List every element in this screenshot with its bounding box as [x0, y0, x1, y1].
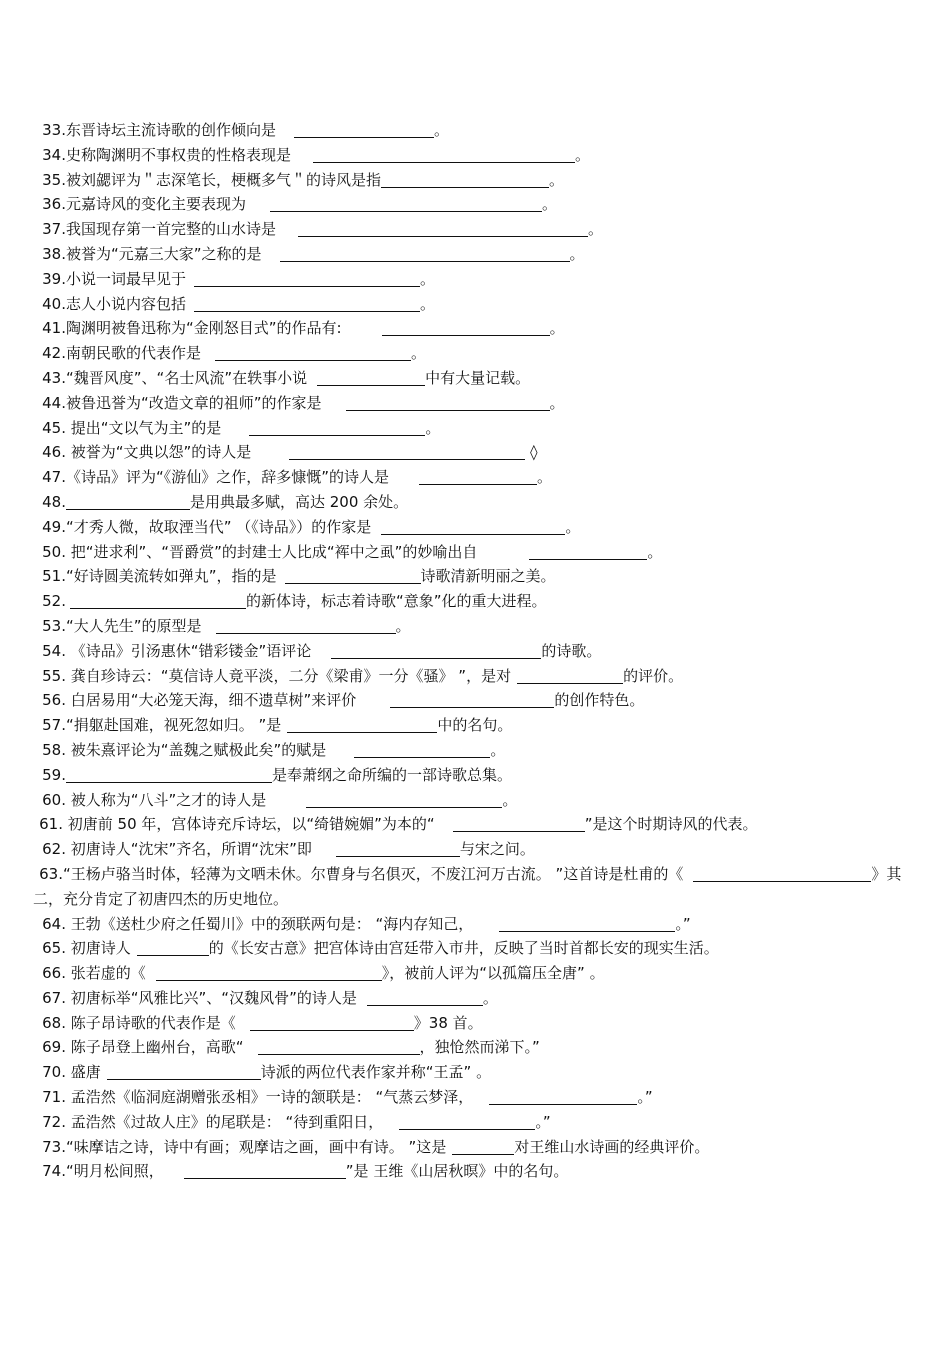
answer-blank[interactable] — [156, 964, 382, 981]
exam-question-list — [0, 118, 950, 1184]
answer-blank[interactable] — [419, 468, 537, 485]
question-text-suffix: 中有大量记载。 — [425, 368, 531, 387]
question-text: 元嘉诗风的变化主要表现为 — [66, 195, 247, 214]
question-text: 《诗品》评为“《游仙》之作，辞多慷慨”的诗人是 — [66, 468, 390, 487]
question-number: 71. — [42, 1088, 66, 1107]
answer-blank[interactable] — [452, 1138, 514, 1155]
question-item — [0, 490, 950, 515]
answer-blank[interactable] — [280, 245, 570, 262]
answer-blank[interactable] — [258, 1038, 420, 1055]
question-number: 73. — [42, 1137, 66, 1156]
question-text-suffix: 。” — [535, 1112, 551, 1131]
question-item — [0, 292, 950, 317]
question-text: 把“进求利”、“晋爵赏”的封建士人比成“裈中之虱”的妙喻出自 — [66, 542, 478, 561]
question-item — [0, 986, 950, 1011]
question-item — [0, 242, 950, 267]
question-text-suffix: 。 — [588, 220, 604, 239]
answer-blank[interactable] — [287, 716, 437, 733]
question-text: “大人先生”的原型是 — [66, 616, 202, 635]
question-item — [0, 316, 950, 341]
question-number: 70. — [42, 1063, 66, 1082]
question-number: 64. — [42, 914, 66, 933]
question-number: 44. — [42, 393, 66, 412]
question-number: 65. — [42, 939, 66, 958]
question-text-suffix: 。 — [549, 170, 565, 189]
question-text: 初唐诗人“沈宋”齐名，所谓“沈宋”即 — [66, 840, 312, 859]
question-text: 我国现存第一首完整的山水诗是 — [66, 220, 277, 239]
question-item — [0, 961, 950, 986]
question-number: 34. — [42, 145, 66, 164]
question-text-suffix: 的新体诗，标志着诗歌“意象”化的重大进程。 — [246, 592, 547, 611]
question-number: 66. — [42, 964, 66, 983]
answer-blank[interactable] — [381, 518, 565, 535]
question-text-suffix: ”是这个时期诗风的代表。 — [584, 815, 758, 834]
answer-blank[interactable] — [298, 220, 588, 237]
question-number: 43. — [42, 368, 66, 387]
question-text-suffix: 是奉萧纲之命所编的一部诗歌总集。 — [272, 765, 513, 784]
question-text: 陶渊明被鲁迅称为“金刚怒目式”的作品有: — [66, 319, 342, 338]
question-number: 51. — [42, 567, 66, 586]
question-text: 陈子昂登上幽州台，高歌“ — [66, 1038, 244, 1057]
question-number: 41. — [42, 319, 66, 338]
question-text-suffix: 。 — [542, 195, 558, 214]
question-text-suffix: 。 — [482, 988, 498, 1007]
question-number: 37. — [42, 220, 66, 239]
question-number: 47. — [42, 468, 66, 487]
question-text-suffix: 的创作特色。 — [554, 691, 645, 710]
question-text: 张若虚的《 — [66, 964, 146, 983]
question-text: 盛唐 — [66, 1063, 101, 1082]
question-number: 45. — [42, 418, 66, 437]
question-text: 被刘勰评为＂志深笔长，梗概多气＂的诗风是指 — [66, 170, 382, 189]
question-text: “魏晋风度”、“名士风流”在轶事小说 — [66, 368, 308, 387]
answer-blank[interactable] — [317, 369, 425, 386]
question-item — [0, 440, 950, 465]
question-number: 48. — [42, 492, 66, 511]
answer-blank[interactable] — [289, 443, 525, 460]
question-text: 初唐前 50 年，宫体诗充斥诗坛，以“绮错婉媚”为本的“ — [63, 815, 435, 834]
question-item — [0, 1011, 950, 1036]
question-number: 56. — [42, 691, 66, 710]
question-text: “明月松间照， — [66, 1162, 164, 1181]
question-text-suffix: 诗派的两位代表作家并称“王孟” 。 — [260, 1063, 492, 1082]
question-text-suffix: 。 — [569, 244, 585, 263]
question-item — [0, 267, 950, 292]
question-text: “才秀人微，故取湮当代” （《诗品》）的作家是 — [66, 517, 372, 536]
question-item — [0, 837, 950, 862]
question-text: 白居易用“大必笼天海，细不遗草树”来评价 — [66, 691, 357, 710]
question-text-suffix: 。” — [637, 1088, 653, 1107]
question-text: 陈子昂诗歌的代表作是《 — [66, 1013, 236, 1032]
question-text-suffix: 。 — [537, 468, 553, 487]
question-number: 46. — [42, 443, 66, 462]
question-number: 42. — [42, 344, 66, 363]
question-text-suffix: 是用典最多赋，高达 200 余处。 — [190, 492, 409, 511]
answer-blank[interactable] — [381, 171, 549, 188]
question-item — [0, 366, 950, 391]
question-item — [0, 1159, 950, 1184]
question-text: 被人称为“八斗”之才的诗人是 — [66, 790, 267, 809]
question-number: 53. — [42, 616, 66, 635]
question-item — [0, 341, 950, 366]
answer-blank[interactable] — [249, 419, 425, 436]
question-item — [0, 217, 950, 242]
question-number: 38. — [42, 244, 66, 263]
question-number: 59. — [42, 765, 66, 784]
question-item — [0, 192, 950, 217]
answer-blank[interactable] — [215, 344, 411, 361]
question-text-suffix: 。 — [395, 616, 411, 635]
answer-blank[interactable] — [346, 394, 550, 411]
question-text-suffix: 》，被前人评为“以孤篇压全唐” 。 — [381, 964, 605, 983]
question-text-suffix: 》38 首。 — [413, 1013, 483, 1032]
question-item — [0, 143, 950, 168]
question-text-suffix: 。 — [411, 344, 427, 363]
answer-blank[interactable] — [336, 840, 460, 857]
question-text: 龚自珍诗云：“莫信诗人竟平淡，二分《梁甫》一分《骚》 ”，是对 — [66, 666, 512, 685]
question-number: 61. — [39, 815, 63, 834]
question-text: “好诗圆美流转如弹丸”，指的是 — [66, 567, 277, 586]
question-number: 68. — [42, 1013, 66, 1032]
answer-blank[interactable] — [107, 1063, 261, 1080]
question-text-suffix: 的诗歌。 — [541, 641, 602, 660]
answer-blank[interactable] — [390, 691, 554, 708]
question-text-suffix: 的《长安古意》把宫体诗由宫廷带入市井，反映了当时首都长安的现实生活。 — [208, 939, 719, 958]
question-text-suffix: 。 — [502, 790, 518, 809]
question-number: 57. — [42, 716, 66, 735]
question-item — [0, 614, 950, 639]
question-text: 南朝民歌的代表作是 — [66, 344, 202, 363]
question-number: 55. — [42, 666, 66, 685]
question-item — [0, 1085, 950, 1110]
question-text-suffix: ”是 王维《山居秋暝》中的名句。 — [345, 1162, 569, 1181]
question-item — [0, 589, 950, 614]
question-number: 35. — [42, 170, 66, 189]
question-item — [0, 936, 950, 961]
answer-blank[interactable] — [270, 195, 542, 212]
question-text: 提出“文以气为主”的是 — [66, 418, 222, 437]
question-text-suffix: 诗歌清新明丽之美。 — [420, 567, 556, 586]
question-item — [0, 1135, 950, 1160]
answer-blank[interactable] — [285, 567, 421, 584]
answer-blank[interactable] — [529, 543, 647, 560]
question-number: 69. — [42, 1038, 66, 1057]
question-text: 小说一词最早见于 — [66, 269, 187, 288]
question-item — [0, 118, 950, 143]
question-number: 74. — [42, 1162, 66, 1181]
question-number: 52. — [42, 592, 66, 611]
question-number: 60. — [42, 790, 66, 809]
question-text-suffix: 中的名句。 — [437, 716, 513, 735]
question-text: 王勃《送杜少府之任蜀川》中的颈联两句是： “海内存知己， — [66, 914, 474, 933]
question-text: “捐躯赴国难，视死忽如归。 ”是 — [66, 716, 282, 735]
question-item — [0, 788, 950, 813]
question-number: 62. — [42, 840, 66, 859]
question-item — [0, 515, 950, 540]
question-item — [0, 391, 950, 416]
answer-blank[interactable] — [313, 146, 575, 163]
question-text: 初唐诗人 — [66, 939, 131, 958]
question-text-suffix: ，独怆然而涕下。” — [419, 1038, 540, 1057]
question-item — [0, 688, 950, 713]
answer-blank[interactable] — [137, 939, 209, 956]
answer-blank[interactable] — [399, 1113, 535, 1130]
question-text: 史称陶渊明不事权贵的性格表现是 — [66, 145, 292, 164]
answer-blank[interactable] — [517, 667, 623, 684]
question-text-suffix: 。 — [565, 517, 581, 536]
question-text: 孟浩然《临洞庭湖赠张丞相》一诗的颔联是： “气蒸云梦泽， — [66, 1088, 474, 1107]
question-number: 40. — [42, 294, 66, 313]
question-text-suffix: 。” — [675, 914, 691, 933]
question-item — [0, 540, 950, 565]
question-text-suffix: 。 — [647, 542, 663, 561]
question-text: 被誉为“文典以怨”的诗人是 — [66, 443, 252, 462]
answer-blank[interactable] — [453, 815, 585, 832]
question-item — [0, 639, 950, 664]
question-item — [0, 1110, 950, 1135]
answer-blank[interactable] — [184, 1162, 346, 1179]
answer-blank[interactable] — [194, 295, 420, 312]
question-item — [0, 168, 950, 193]
answer-blank[interactable] — [66, 766, 272, 783]
question-item — [0, 713, 950, 738]
answer-blank[interactable] — [354, 741, 490, 758]
question-number: 63. — [39, 864, 63, 883]
answer-blank[interactable] — [194, 270, 420, 287]
question-text-suffix: 。 — [490, 740, 506, 759]
question-text: 被誉为“元嘉三大家”之称的是 — [66, 244, 262, 263]
question-number: 67. — [42, 988, 66, 1007]
question-number: 58. — [42, 740, 66, 759]
question-number: 33. — [42, 121, 66, 139]
question-item — [0, 862, 950, 912]
answer-blank[interactable] — [216, 617, 396, 634]
question-number: 72. — [42, 1112, 66, 1131]
question-item — [0, 1060, 950, 1085]
question-text: 被鲁迅誉为“改造文章的祖师”的作家是 — [66, 393, 322, 412]
answer-blank[interactable] — [331, 642, 541, 659]
question-text-suffix: 。 — [434, 121, 450, 139]
answer-blank[interactable] — [250, 1014, 414, 1031]
question-item — [0, 465, 950, 490]
question-text-suffix: 。 — [549, 319, 565, 338]
question-number: 50. — [42, 542, 66, 561]
question-number: 49. — [42, 517, 66, 536]
question-text: 被朱熹评论为“盖魏之赋极此矣”的赋是 — [66, 740, 327, 759]
question-text: “王杨卢骆当时体，轻薄为文哂未休。尔曹身与名俱灭，不废江河万古流。 ”这首诗是杜甫的《 — [63, 864, 684, 883]
question-item — [0, 1035, 950, 1060]
answer-blank[interactable] — [294, 121, 434, 138]
answer-blank[interactable] — [382, 319, 550, 336]
question-text-suffix: 。 — [575, 145, 591, 164]
question-text-suffix: 。 — [420, 269, 436, 288]
question-text-suffix: 对王维山水诗画的经典评价。 — [514, 1137, 710, 1156]
question-item — [0, 763, 950, 788]
question-text: 初唐标举“风雅比兴”、“汉魏风骨”的诗人是 — [66, 988, 357, 1007]
question-item — [0, 564, 950, 589]
answer-blank[interactable] — [66, 493, 190, 510]
answer-blank[interactable] — [70, 592, 246, 609]
question-number: 54. — [42, 641, 66, 660]
question-text: 孟浩然《过故人庄》的尾联是： “待到重阳日， — [66, 1112, 384, 1131]
question-text-suffix: ◊ — [525, 443, 538, 462]
question-text-suffix: 。 — [420, 294, 436, 313]
question-text-suffix: 与宋之问。 — [459, 840, 535, 859]
answer-blank[interactable] — [489, 1088, 637, 1105]
question-item — [0, 912, 950, 937]
question-item — [0, 416, 950, 441]
question-item — [0, 664, 950, 689]
question-text: “味摩诘之诗，诗中有画；观摩诘之画，画中有诗。 ”这是 — [66, 1137, 447, 1156]
question-number: 39. — [42, 269, 66, 288]
question-text: 志人小说内容包括 — [66, 294, 187, 313]
question-text: 《诗品》引汤惠休“错彩镂金”语评论 — [66, 641, 312, 660]
answer-blank[interactable] — [306, 791, 502, 808]
question-item — [0, 812, 950, 837]
answer-blank[interactable] — [367, 989, 483, 1006]
question-text-suffix: 。 — [549, 393, 565, 412]
question-text-suffix: 的评价。 — [623, 666, 684, 685]
question-item — [0, 738, 950, 763]
question-text: 东晋诗坛主流诗歌的创作倾向是 — [66, 121, 277, 139]
answer-blank[interactable] — [499, 915, 675, 932]
question-number: 36. — [42, 195, 66, 214]
answer-blank[interactable] — [693, 865, 871, 882]
question-text-suffix: 》其二，充分肯定了初唐四杰的历史地位。 — [33, 864, 902, 908]
question-text-suffix: 。 — [425, 418, 441, 437]
